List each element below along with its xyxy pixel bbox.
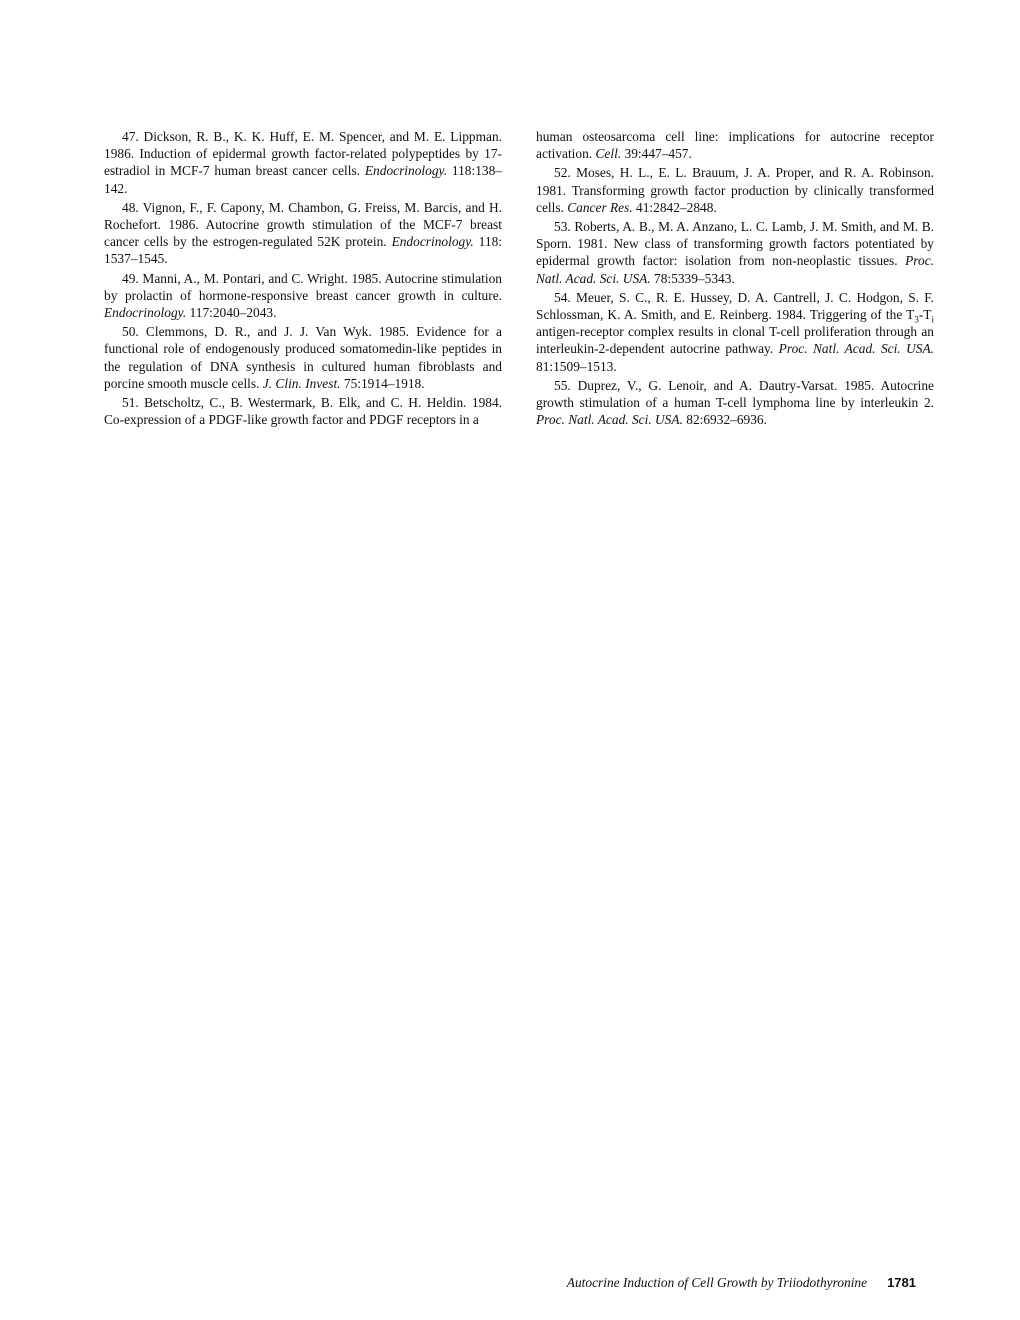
reference-50: 50. Clemmons, D. R., and J. J. Van Wyk. 1985. Evidence for a functional role of endogenously produced somatomedin-like peptides in the regulation of DNA synthesis in cultured human fibroblasts and porcine smooth muscle cells. J. Clin. Invest. 75:1914–1918. xyxy=(104,324,502,391)
running-title: Autocrine Induction of Cell Growth by Triiodothyronine xyxy=(566,1275,868,1290)
reference-51-continued: human osteosarcoma cell line: implications for autocrine receptor activation. Cell. 39:447–457. xyxy=(536,129,934,162)
page-number: 1781 xyxy=(887,1275,916,1290)
references-left-column xyxy=(104,128,502,430)
reference-48: 48. Vignon, F., F. Capony, M. Chambon, G. Freiss, M. Barcis, and H. Rochefort. 1986. Autocrine growth stimulation of the MCF-7 breast cancer cells by the estrogen-regulated 52K protein. Endocrinology. 118: 1537–1545. xyxy=(104,199,502,267)
reference-47: 47. Dickson, R. B., K. K. Huff, E. M. Spencer, and M. E. Lippman. 1986. Induction of epidermal growth factor-related polypeptides by 17-estradiol in MCF-7 human breast cancer cells. Endocrinology. 118:138–142. xyxy=(104,129,502,196)
reference-54: 54. Meuer, S. C., R. E. Hussey, D. A. Cantrell, J. C. Hodgon, S. F. Schlossman, K. A. Smith, and E. Reinberg. 1984. Triggering of the $T_3-T_i$ antigen-receptor complex results in clonal T-cell proliferation through an interleukin-2-dependent autocrine pathway. Proc. Natl. Acad. Sci. USA. 81:1509–1513. xyxy=(536,289,934,374)
reference-53: 53. Roberts, A. B., M. A. Anzano, L. C. Lamb, J. M. Smith, and M. B. Sporn. 1981. New class of transforming growth factors potentiated by epidermal growth factor: isolation from non-neoplastic tissues. Proc. Natl. Acad. Sci. USA. 78:5339–5343. xyxy=(536,219,934,286)
page-footer xyxy=(567,1275,916,1291)
reference-52: 52. Moses, H. L., E. L. Brauum, J. A. Proper, and R. A. Robinson. 1981. Transforming growth factor production by clinically transformed cells. Cancer Res. 41:2842–2848. xyxy=(536,165,934,215)
reference-51: 51. Betscholtz, C., B. Westermark, B. Elk, and C. H. Heldin. 1984. Co-expression of a PDGF-like growth factor and PDGF receptors in a xyxy=(104,395,502,428)
references-right-column xyxy=(536,128,934,430)
reference-49: 49. Manni, A., M. Pontari, and C. Wright. 1985. Autocrine stimulation by prolactin of hormone-responsive breast cancer growth in culture. Endocrinology. 117:2040–2043. xyxy=(104,270,502,321)
reference-55: 55. Duprez, V., G. Lenoir, and A. Dautry-Varsat. 1985. Autocrine growth stimulation of a human T-cell lymphoma line by interleukin 2. Proc. Natl. Acad. Sci. USA. 82:6932–6936. xyxy=(536,377,934,428)
